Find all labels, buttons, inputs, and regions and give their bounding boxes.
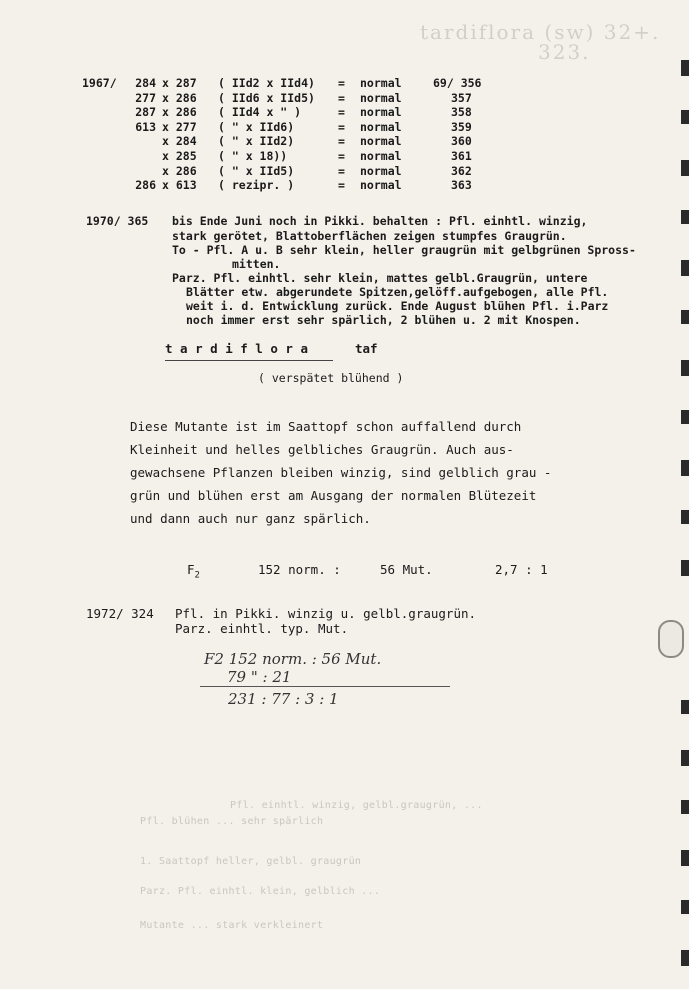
binder-mark	[681, 360, 689, 376]
cross-parent-b: x 286	[162, 105, 197, 120]
entry-1970-line: stark gerötet, Blattoberflächen zeigen stumpfes Graugrün.	[172, 229, 567, 243]
binder-mark	[681, 210, 689, 224]
cross-code: 358	[451, 105, 472, 120]
cross-equals: =	[338, 134, 345, 149]
binder-mark	[681, 850, 689, 866]
cross-equals: =	[338, 149, 345, 163]
cross-parent-a: 286	[135, 178, 156, 193]
f2-mutant-count: 56 Mut.	[380, 562, 433, 577]
cross-parent-b: x 285	[162, 149, 197, 163]
cross-equals: =	[338, 90, 345, 105]
entry-1970-line: Parz. Pfl. einhtl. sehr klein, mattes gelbl.Graugrün, untere	[172, 271, 588, 285]
cross-equals: =	[338, 178, 345, 193]
cross-formula: ( rezipr. )	[218, 178, 295, 193]
f2-ratio: 2,7 : 1	[495, 562, 548, 577]
cross-year: 1967/	[82, 76, 117, 90]
binder-mark	[681, 410, 689, 424]
description-line: gewachsene Pflanzen bleiben winzig, sind gelblich grau -	[130, 465, 552, 480]
section-code: taf	[355, 341, 378, 356]
cross-parent-b: x 613	[162, 178, 197, 193]
faint-page-number: 323.	[538, 40, 591, 64]
binder-mark	[681, 800, 689, 814]
description-line: Diese Mutante ist im Saattopf schon auffallend durch	[130, 419, 522, 434]
handwritten-sum-total: 231 : 77 : 3 : 1	[228, 690, 339, 708]
handwritten-sum-line: 79 " : 21	[227, 668, 292, 686]
title-underline	[165, 360, 333, 361]
f2-label	[187, 563, 200, 583]
cross-result: normal	[360, 90, 402, 105]
bleed-text-3: 1. Saattopf heller, gelbl. graugrün	[140, 856, 362, 867]
binder-mark	[681, 900, 689, 914]
cross-result: normal	[360, 149, 402, 163]
cross-parent-a: 284	[135, 76, 156, 90]
cross-code: 363	[451, 178, 472, 193]
cross-formula: ( " x 18))	[218, 149, 288, 163]
cross-formula: ( " x IId6)	[218, 119, 295, 134]
entry-1972-line: Parz. einhtl. typ. Mut.	[175, 621, 349, 636]
cross-equals: =	[338, 163, 345, 178]
cross-code: 357	[451, 90, 472, 105]
binder-mark	[681, 60, 689, 76]
binder-mark	[681, 560, 689, 576]
cross-formula: ( IId4 x " )	[218, 105, 302, 120]
binder-mark	[681, 950, 689, 966]
f2-letter: F	[187, 562, 195, 577]
section-subtitle: ( verspätet blühend )	[258, 371, 404, 385]
cross-parent-b: x 284	[162, 134, 197, 149]
cross-code: 69/ 356	[433, 76, 482, 90]
binder-mark	[681, 310, 689, 324]
binder-mark	[681, 460, 689, 476]
binder-mark	[681, 750, 689, 766]
cross-result: normal	[360, 163, 402, 178]
cross-code: 360	[451, 134, 472, 149]
binder-mark	[681, 110, 689, 124]
cross-equals: =	[338, 76, 345, 90]
bleed-text-2: Pfl. blühen ... sehr spärlich	[140, 816, 324, 827]
entry-1970-line: Blätter etw. abgerundete Spitzen,gelöff.aufgebogen, alle Pfl.	[186, 285, 609, 299]
entry-1970-line: mitten.	[232, 257, 281, 271]
cross-formula: ( " x IId5)	[218, 163, 295, 178]
cross-formula: ( IId6 x IId5)	[218, 90, 315, 105]
cross-equals: =	[338, 119, 345, 134]
cross-result: normal	[360, 134, 402, 149]
entry-1970-label: 1970/ 365	[86, 214, 149, 228]
binder-hole	[658, 620, 684, 658]
description-line: Kleinheit und helles gelbliches Graugrün. Auch aus-	[130, 442, 514, 457]
bleed-text-5: Mutante ... stark verkleinert	[140, 920, 324, 931]
section-title: t a r d i f l o r a	[165, 341, 308, 356]
bleed-text-1: Pfl. einhtl. winzig, gelbl.graugrün, ...	[230, 800, 483, 811]
binder-mark	[681, 260, 689, 276]
entry-1970-line: bis Ende Juni noch in Pikki. behalten : Pfl. einhtl. winzig,	[172, 214, 588, 228]
cross-parent-b: x 286	[162, 163, 197, 178]
binder-mark	[681, 510, 689, 524]
cross-parent-a: 277	[135, 90, 156, 105]
entry-1972-label: 1972/ 324	[86, 606, 154, 621]
binder-mark	[681, 160, 689, 176]
entry-1970-line: weit i. d. Entwicklung zurück. Ende August blühen Pfl. i.Parz	[186, 299, 609, 313]
cross-result: normal	[360, 178, 402, 193]
cross-result: normal	[360, 105, 402, 120]
binder-mark	[681, 700, 689, 714]
sum-line-rule	[200, 686, 450, 687]
f2-subscript: 2	[194, 570, 200, 581]
cross-result: normal	[360, 119, 402, 134]
cross-formula: ( " x IId2)	[218, 134, 295, 149]
handwritten-sum-line: F2 152 norm. : 56 Mut.	[204, 650, 382, 668]
cross-parent-a: 613	[135, 119, 156, 134]
entry-1972-line: Pfl. in Pikki. winzig u. gelbl.graugrün.	[175, 606, 477, 621]
cross-code: 362	[451, 163, 472, 178]
cross-parent-b: x 277	[162, 119, 197, 134]
f2-normal-count: 152 norm. :	[258, 562, 341, 577]
cross-parent-b: x 286	[162, 90, 197, 105]
cross-code: 359	[451, 119, 472, 134]
cross-code: 361	[451, 149, 472, 163]
handwritten-header: tardiflora (sw) 32+.	[420, 20, 661, 44]
entry-1970-line: noch immer erst sehr spärlich, 2 blühen u. 2 mit Knospen.	[186, 313, 581, 327]
cross-parent-a: 287	[135, 105, 156, 120]
cross-formula: ( IId2 x IId4)	[218, 76, 315, 90]
bleed-text-4: Parz. Pfl. einhtl. klein, gelblich ...	[140, 886, 381, 897]
cross-parent-b: x 287	[162, 76, 197, 90]
cross-result: normal	[360, 76, 402, 90]
description-line: und dann auch nur ganz spärlich.	[130, 511, 371, 526]
entry-1970-line: To - Pfl. A u. B sehr klein, heller graugrün mit gelbgrünen Spross-	[172, 243, 636, 257]
description-line: grün und blühen erst am Ausgang der normalen Blütezeit	[130, 488, 537, 503]
cross-equals: =	[338, 105, 345, 120]
